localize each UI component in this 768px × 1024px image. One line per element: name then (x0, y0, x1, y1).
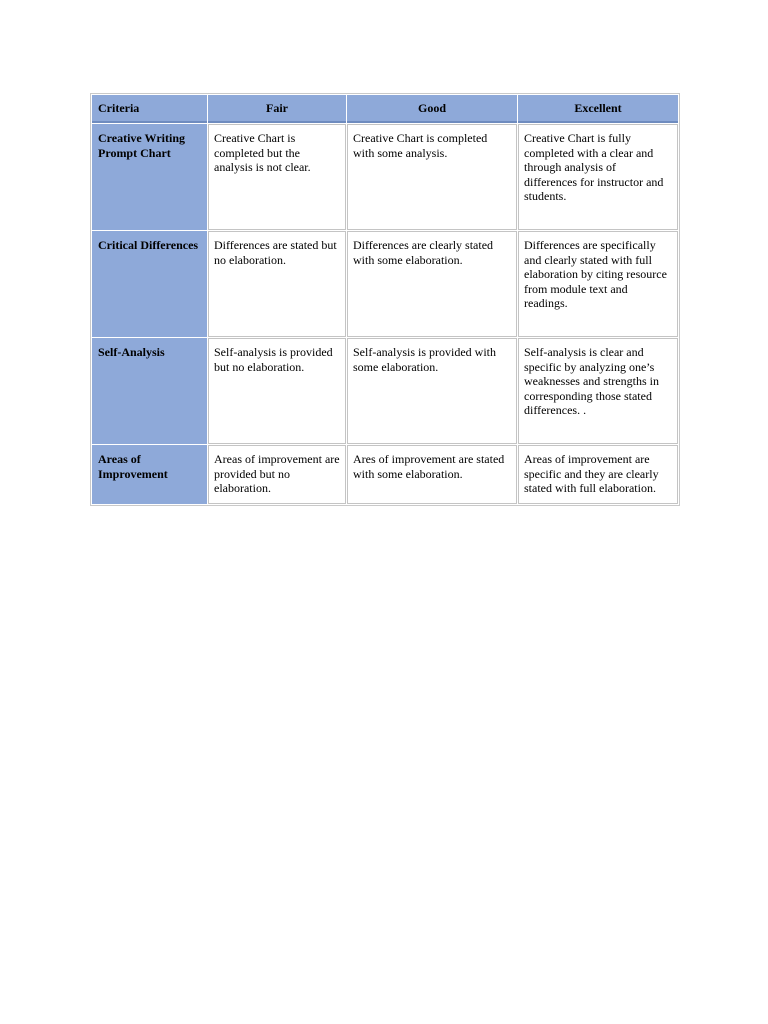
good-cell: Self-analysis is provided with some elaboration. (347, 338, 517, 444)
fair-cell: Areas of improvement are provided but no elaboration. (208, 445, 346, 504)
header-row (92, 95, 678, 123)
excellent-cell: Creative Chart is fully completed with a clear and through analysis of differences for instructor and students. (518, 124, 678, 230)
excellent-cell: Differences are specifically and clearly stated with full elaboration by citing resource from module text and readings. (518, 231, 678, 337)
criteria-cell: Self-Analysis (92, 338, 207, 444)
fair-cell: Differences are stated but no elaboration. (208, 231, 346, 337)
table-row (92, 445, 678, 504)
excellent-cell: Areas of improvement are specific and they are clearly stated with full elaboration. (518, 445, 678, 504)
table-row (92, 231, 678, 337)
fair-cell: Self-analysis is provided but no elaboration. (208, 338, 346, 444)
table-row (92, 338, 678, 444)
fair-cell: Creative Chart is completed but the analysis is not clear. (208, 124, 346, 230)
good-cell: Ares of improvement are stated with some elaboration. (347, 445, 517, 504)
good-cell: Differences are clearly stated with some elaboration. (347, 231, 517, 337)
rubric-table (90, 93, 680, 506)
header-good: Good (347, 95, 517, 123)
good-cell: Creative Chart is completed with some analysis. (347, 124, 517, 230)
header-criteria: Criteria (92, 95, 207, 123)
header-excellent: Excellent (518, 95, 678, 123)
criteria-cell: Critical Differences (92, 231, 207, 337)
header-fair: Fair (208, 95, 346, 123)
table-row (92, 124, 678, 230)
criteria-cell: Creative Writing Prompt Chart (92, 124, 207, 230)
excellent-cell: Self-analysis is clear and specific by analyzing one’s weaknesses and strengths in corresponding those stated differences. . (518, 338, 678, 444)
criteria-cell: Areas of Improvement (92, 445, 207, 504)
